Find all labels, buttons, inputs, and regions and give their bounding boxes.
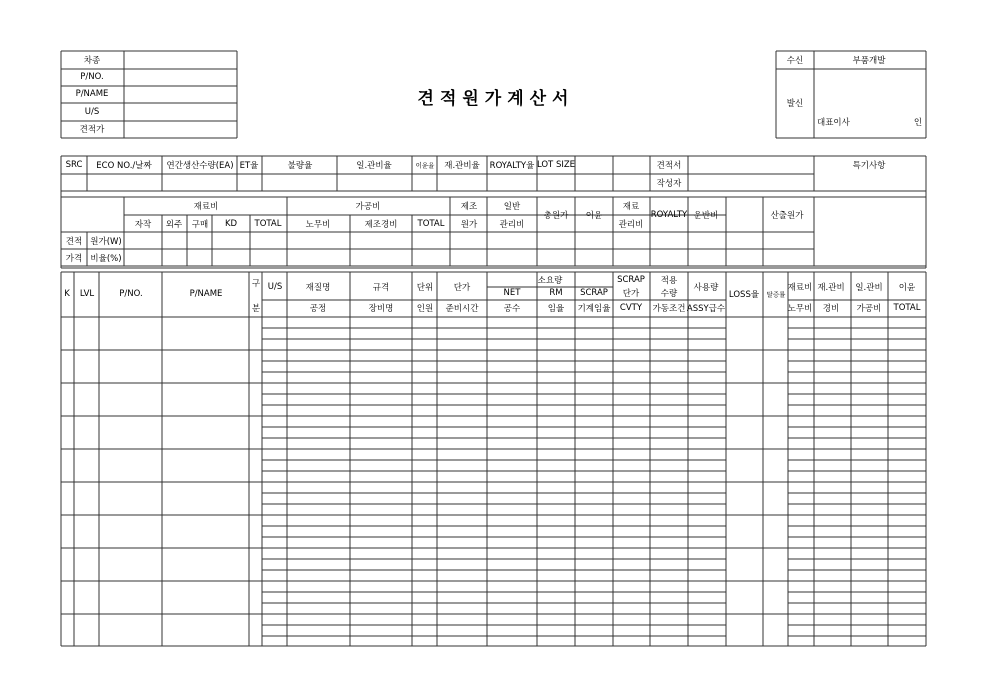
- assy-grade-header: ASSY급수: [686, 304, 726, 314]
- material-cost-col-header: 재료비: [787, 283, 813, 293]
- loss-rate-header: LOSS율: [728, 290, 760, 300]
- cvty-header: CVTY: [619, 303, 643, 313]
- src-label: SRC: [65, 160, 83, 170]
- operating-cond-header: 가동조건: [652, 304, 686, 314]
- mfg-expense-header: 제조경비: [364, 220, 398, 230]
- royalty-header: ROYALTY: [650, 210, 688, 220]
- part-number-label: P/NO.: [80, 72, 104, 82]
- car-type-label: 차종: [83, 56, 101, 66]
- pno-header: P/NO.: [119, 289, 143, 299]
- special-notes-label: 특기사항: [852, 161, 886, 171]
- recipient-label: 수신: [786, 56, 804, 66]
- transport-cost-header: 운반비: [693, 211, 719, 221]
- unit-price-header: 단가: [453, 283, 471, 293]
- sender-label: 발신: [786, 99, 804, 109]
- general-admin-header-2: 관리비: [499, 220, 525, 230]
- us-header: U/S: [267, 282, 283, 292]
- sender-value: 대표이사: [817, 118, 850, 128]
- pname-header: P/NAME: [189, 289, 223, 299]
- mat-overhead-col-header: 재.관비: [817, 283, 845, 293]
- et-rate-label: ET율: [239, 161, 259, 171]
- material-admin-header-2: 관리비: [618, 220, 644, 230]
- applied-qty-header-2: 수량: [660, 289, 678, 299]
- unit-header: 단위: [416, 283, 434, 293]
- consumption-header: 소요량: [537, 276, 563, 286]
- self-made-header: 자작: [134, 220, 152, 230]
- k-header: K: [64, 289, 70, 299]
- applied-qty-header-1: 적용: [660, 276, 678, 286]
- estimate-doc-label: 견적서: [656, 161, 682, 171]
- estimate-row-label-2: 원가(W): [90, 237, 122, 247]
- estimate-row-label-1: 견적: [65, 237, 83, 247]
- wage-rate-header: 임율: [547, 304, 565, 314]
- kd-header: KD: [224, 219, 238, 229]
- outsource-header: 외주: [165, 220, 183, 230]
- annual-qty-label: 연간생산수량(EA): [166, 161, 234, 171]
- labor-col-header: 노무비: [787, 304, 813, 314]
- prep-time-header: 준비시간: [445, 304, 479, 314]
- profit-rate-label: 이윤율: [415, 161, 435, 170]
- part-name-label: P/NAME: [75, 89, 109, 99]
- document-title: 견적원가계산서: [417, 89, 575, 109]
- material-admin-header-1: 재료: [622, 202, 640, 212]
- lot-size-label: LOT SIZE: [536, 160, 576, 170]
- processing-total-header: TOTAL: [417, 219, 445, 229]
- labor-cost-header: 노무비: [305, 220, 331, 230]
- total-cost-header: 총원가: [543, 211, 569, 221]
- scrap-header: SCRAP: [580, 288, 608, 298]
- equipment-header: 장비명: [368, 304, 394, 314]
- us-label: U/S: [84, 107, 100, 117]
- total-col-header: TOTAL: [893, 303, 921, 313]
- estimate-price-label: 견적가: [79, 125, 105, 135]
- purchase-header: 구매: [191, 220, 209, 230]
- overhead-col-header: 일.관비: [855, 283, 883, 293]
- material-name-header: 재질명: [305, 283, 331, 293]
- spec-header: 규격: [372, 283, 390, 293]
- machine-rate-header: 기계임율: [577, 304, 611, 314]
- processing-col-header: 가공비: [856, 304, 882, 314]
- writer-label: 작성자: [656, 179, 682, 189]
- expense-col-header: 경비: [822, 304, 840, 314]
- seal-mark: 인: [913, 118, 923, 128]
- mat-overhead-rate-label: 재.관비율: [444, 161, 480, 171]
- net-header: NET: [503, 288, 521, 298]
- process-header: 공정: [309, 304, 327, 314]
- material-total-header: TOTAL: [254, 219, 282, 229]
- processing-cost-header: 가공비: [355, 202, 381, 212]
- price-row-label-2: 비율(%): [90, 254, 122, 264]
- rm-header: RM: [549, 288, 563, 298]
- material-cost-header: 재료비: [193, 202, 219, 212]
- mfg-cost-header-1: 제조: [460, 202, 478, 212]
- price-row-label-1: 가격: [65, 254, 83, 264]
- royalty-rate-label: ROYALTY율: [489, 161, 535, 171]
- recipient-value: 부품개발: [852, 56, 886, 66]
- division-header-2: 분: [251, 304, 261, 314]
- scrap-unit-header-1: SCRAP: [617, 275, 645, 285]
- profit-header: 이윤: [585, 211, 603, 221]
- scrap-unit-header-2: 단가: [622, 289, 640, 299]
- drop-rate-header: 탈증률: [766, 290, 786, 299]
- division-header-1: 구: [251, 279, 261, 289]
- defect-rate-label: 불량율: [287, 161, 313, 171]
- calculated-cost-header: 산출원가: [770, 211, 804, 221]
- overhead-rate-label: 일.관비율: [356, 161, 392, 171]
- lvl-header: LVL: [79, 289, 95, 299]
- manhour-header: 공수: [503, 304, 521, 314]
- mfg-cost-header-2: 원가: [460, 220, 478, 230]
- profit-col-header: 이윤: [898, 283, 916, 293]
- eco-label: ECO NO./날짜: [96, 161, 152, 171]
- workers-header: 인원: [416, 304, 434, 314]
- general-admin-header-1: 일반: [503, 202, 521, 212]
- usage-header: 사용량: [693, 283, 719, 293]
